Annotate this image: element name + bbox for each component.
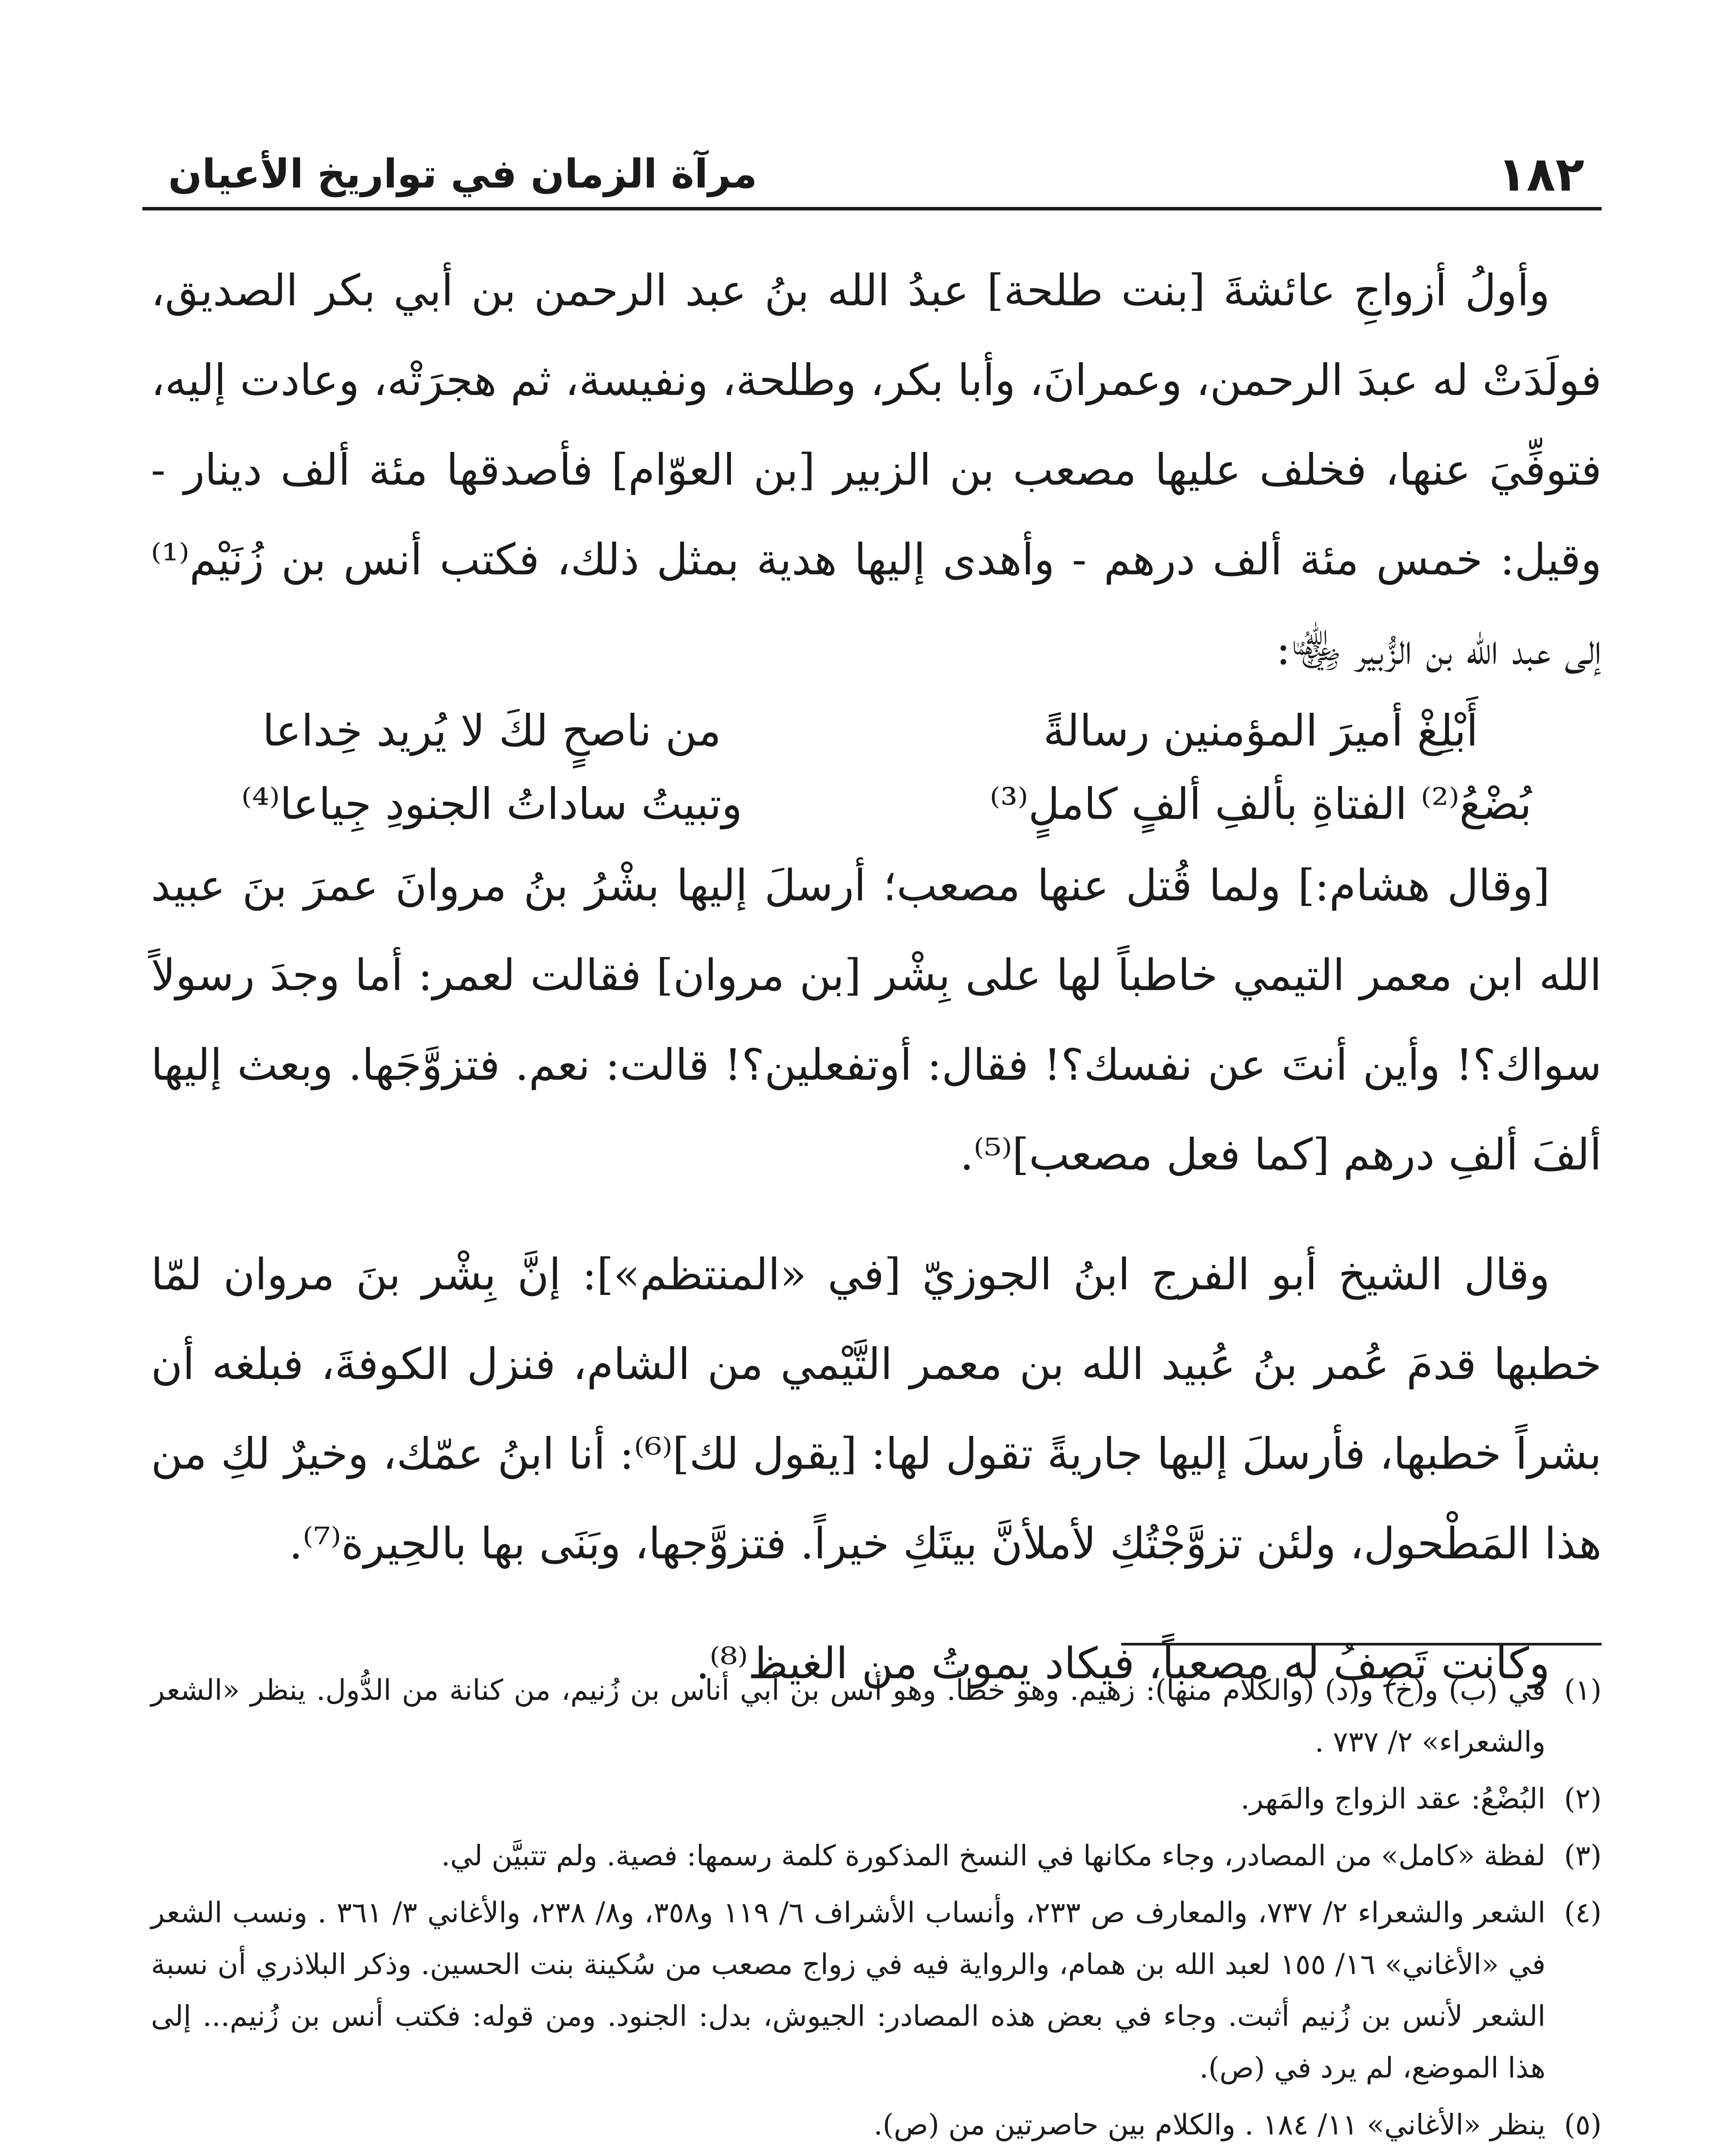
paragraph-1: وأولُ أزواجِ عائشةَ [بنت طلحة] عبدُ الله بنُ عبد الرحمن بن أبي بكر الصديق، فولَدَتْ له عبدَ الرحمن، وعمرانَ، وأبا بكر، وطلحة، ونفيسة، ثم هجرَتْه، وعادت إليه، فتوفِّيَ عنها، فخلف عليها مصعب بن الزبير [بن العوّام] فأصدقها مئة ألف دينار - وقيل: خمس مئة ألف درهم - وأهدى إليها هدية بمثل ذلك، فكتب أنس بن زُنَيْم⁽¹⁾ إلى عبد الله بن الزُّبير ﵄: (151, 265, 1602, 674)
poem-verse-1 (151, 694, 1602, 768)
footnote-3 (151, 1830, 1602, 1882)
paragraph-2: [وقال هشام:] ولما قُتل عنها مصعب؛ أرسلَ إليها بشْرُ بنُ مروانَ عمرَ بنَ عبيد الله ابن معمر التيمي خاطباً لها على بِشْر [بن مروان] فقالت لعمر: أما وجدَ رسولاً سواك؟! وأين أنتَ عن نفسك؟! فقال: أوتفعلين؟! قالت: نعم. فتزوَّجَها. وبعث إليها ألفَ ألفِ درهم [كما فعل مصعب]⁽⁵⁾. (151, 860, 1602, 1180)
running-title: مرآة الزمان في تواريخ الأعيان (168, 151, 757, 197)
footnote-text: في (ب) و(خ) و(د) (والكلام منها): زهيم. وهو خطأ. وهو أنس بن أبي أناس بن زُنيم، من كنانة من الدُّول. ينظر «الشعر والشعراء» ٢/ ٧٣٧ . (151, 1673, 1546, 1758)
page-number: ١٨٢ (1497, 147, 1584, 202)
footnote-text: ينظر «الأغاني» ١١/ ١٨٤ . والكلام بين حاصرتين من (ص). (873, 2108, 1546, 2141)
footnote-text: لفظة «كامل» من المصادر، وجاء مكانها في النسخ المذكورة كلمة رسمها: فصية. ولم تتبيَّن لي. (441, 1839, 1546, 1872)
verse-1-second-hemistich: من ناصحٍ لكَ لا يُريد خِداعا (262, 705, 721, 756)
paragraph-3: وقال الشيخ أبو الفرج ابنُ الجوزيّ [في «المنتظم»]: إنَّ بِشْر بنَ مروان لمّا خطبها قدمَ عُمر بنُ عُبيد الله بن معمر التَّيْمي من الشام، فنزل الكوفةَ، فبلغه أن بشراً خطبها، فأرسلَ إليها جاريةً تقول لها: [يقول لك]⁽⁶⁾: أنا ابنُ عمّك، وخيرٌ لكِ من هذا المَطْحول، ولئن تزوَّجْتُكِ لأملأنَّ بيتَكِ خيراً. فتزوَّجها، وبَنَى بها بالحِيرة⁽⁷⁾. (151, 1249, 1602, 1569)
footnotes (151, 1664, 1602, 2156)
verse-2-first-hemistich: بُضْعُ⁽²⁾ الفتاةِ بألفِ ألفٍ كاملٍ⁽³⁾ (990, 779, 1532, 829)
footnote-4 (151, 1887, 1602, 2094)
verse-2-second-hemistich: وتبيتُ ساداتُ الجنودِ جِياعا⁽⁴⁾ (241, 779, 743, 829)
footnote-text: البُضْعُ: عقد الزواج والمَهر. (1240, 1782, 1546, 1815)
page-header (142, 142, 1602, 210)
footnote-number: (٣) (1564, 1839, 1602, 1872)
footnote-separator (1121, 1643, 1602, 1645)
footnote-number: (١) (1564, 1673, 1602, 1707)
footnote-text: الشعر والشعراء ٢/ ٧٣٧، والمعارف ص ٢٣٣، وأنساب الأشراف ٦/ ١١٩ و٣٥٨، و٨/ ٢٣٨، والأغاني ٣/ ٣٦١ . ونسب الشعر في «الأغاني» ١٦/ ١٥٥ لعبد الله بن همام، والرواية فيه في زواج مصعب من سُكينة بنت الحسين. وذكر البلاذري أن نسبة الشعر لأنس بن زُنيم أثبت. وجاء في بعض هذه المصادر: الجيوش، بدل: الجنود. ومن قوله: فكتب أنس بن زُنيم... إلى هذا الموضع، لم يرد في (ص). (151, 1896, 1546, 2084)
footnote-number: (٤) (1564, 1896, 1602, 1929)
verse-1-first-hemistich: أَبْلِغْ أميرَ المؤمنين رسالةً (1043, 705, 1478, 756)
footnote-1 (151, 1664, 1602, 1768)
footnote-2 (151, 1773, 1602, 1825)
main-text (151, 246, 1602, 1708)
footnote-number: (٥) (1564, 2108, 1602, 2141)
footnote-number: (٢) (1564, 1782, 1602, 1815)
poem-verse-2 (151, 768, 1602, 841)
paragraph-4: وكانت تَصِفُ له مصعباً، فيكاد يموتُ من الغيظ⁽⁸⁾. (696, 1638, 1550, 1689)
footnote-5 (151, 2099, 1602, 2151)
